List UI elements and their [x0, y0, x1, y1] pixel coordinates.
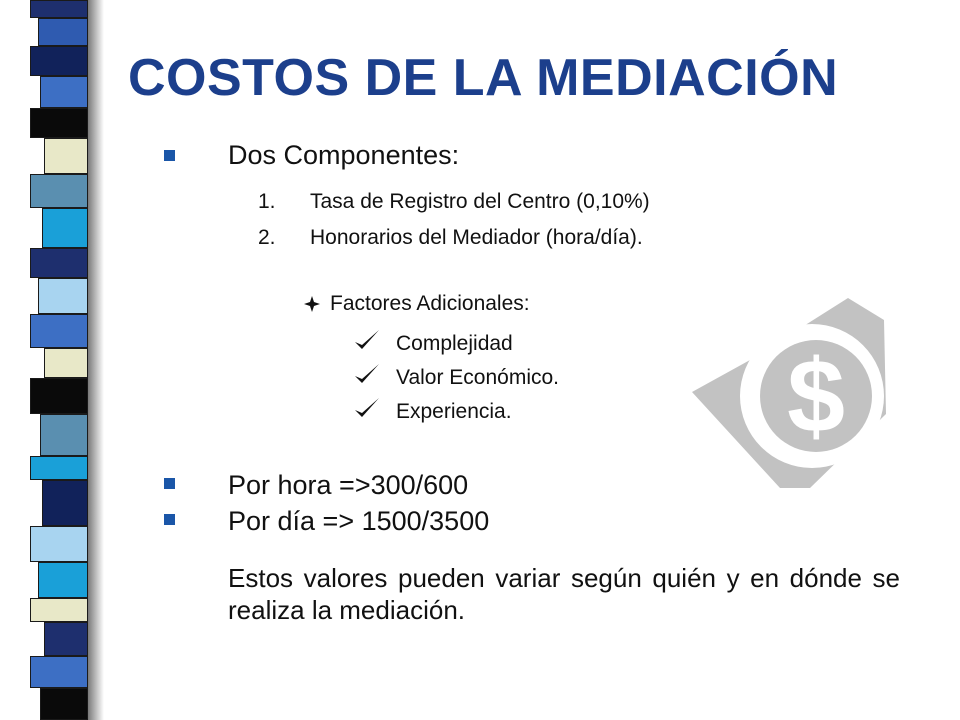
numbered-item-number: 2.: [258, 226, 276, 249]
factor-item: Complejidad: [396, 332, 513, 355]
stripe: [38, 562, 88, 598]
stripe: [30, 0, 88, 18]
stripe: [30, 108, 88, 138]
square-bullet-icon: [164, 150, 175, 161]
square-bullet-icon: [164, 478, 175, 489]
stripe: [30, 456, 88, 480]
stripe: [30, 598, 88, 622]
stripe: [30, 46, 88, 76]
stripe: [44, 348, 88, 378]
check-icon: [352, 360, 382, 390]
stripe: [30, 656, 88, 688]
check-icon: [352, 326, 382, 356]
numbered-item-number: 1.: [258, 190, 276, 213]
stripe: [30, 526, 88, 562]
main-bullet-text: Dos Componentes:: [228, 140, 460, 170]
note-paragraph: Estos valores pueden variar según quién y en dónde se realiza la mediación.: [228, 563, 900, 625]
rate-per-day: Por día => 1500/3500: [228, 506, 490, 536]
factor-item: Valor Económico.: [396, 366, 560, 389]
stripe: [38, 18, 88, 46]
slide-title: COSTOS DE LA MEDIACIÓN: [128, 49, 839, 107]
numbered-item-text: Tasa de Registro del Centro (0,10%): [310, 190, 650, 213]
stripe: [42, 480, 88, 526]
stripe: [40, 688, 88, 720]
stripe: [30, 174, 88, 208]
stripe: [38, 278, 88, 314]
square-bullet-icon: [164, 514, 175, 525]
diamond-bullet-icon: [304, 296, 320, 312]
factors-heading: Factores Adicionales:: [330, 292, 530, 315]
factor-item: Experiencia.: [396, 400, 512, 423]
stripe: [30, 314, 88, 348]
check-icon: [352, 394, 382, 424]
stripe-bar-shadow: [88, 0, 104, 720]
numbered-item-text: Honorarios del Mediador (hora/día).: [310, 226, 643, 249]
stripe: [42, 208, 88, 248]
dollar-symbol: $: [787, 339, 845, 455]
stripe: [30, 378, 88, 414]
stripe: [44, 622, 88, 656]
stripe: [40, 76, 88, 108]
stripe: [30, 248, 88, 278]
stripe: [44, 138, 88, 174]
dollar-circle-icon: [688, 296, 888, 492]
stripe: [40, 414, 88, 456]
rate-per-hour: Por hora =>300/600: [228, 470, 469, 500]
